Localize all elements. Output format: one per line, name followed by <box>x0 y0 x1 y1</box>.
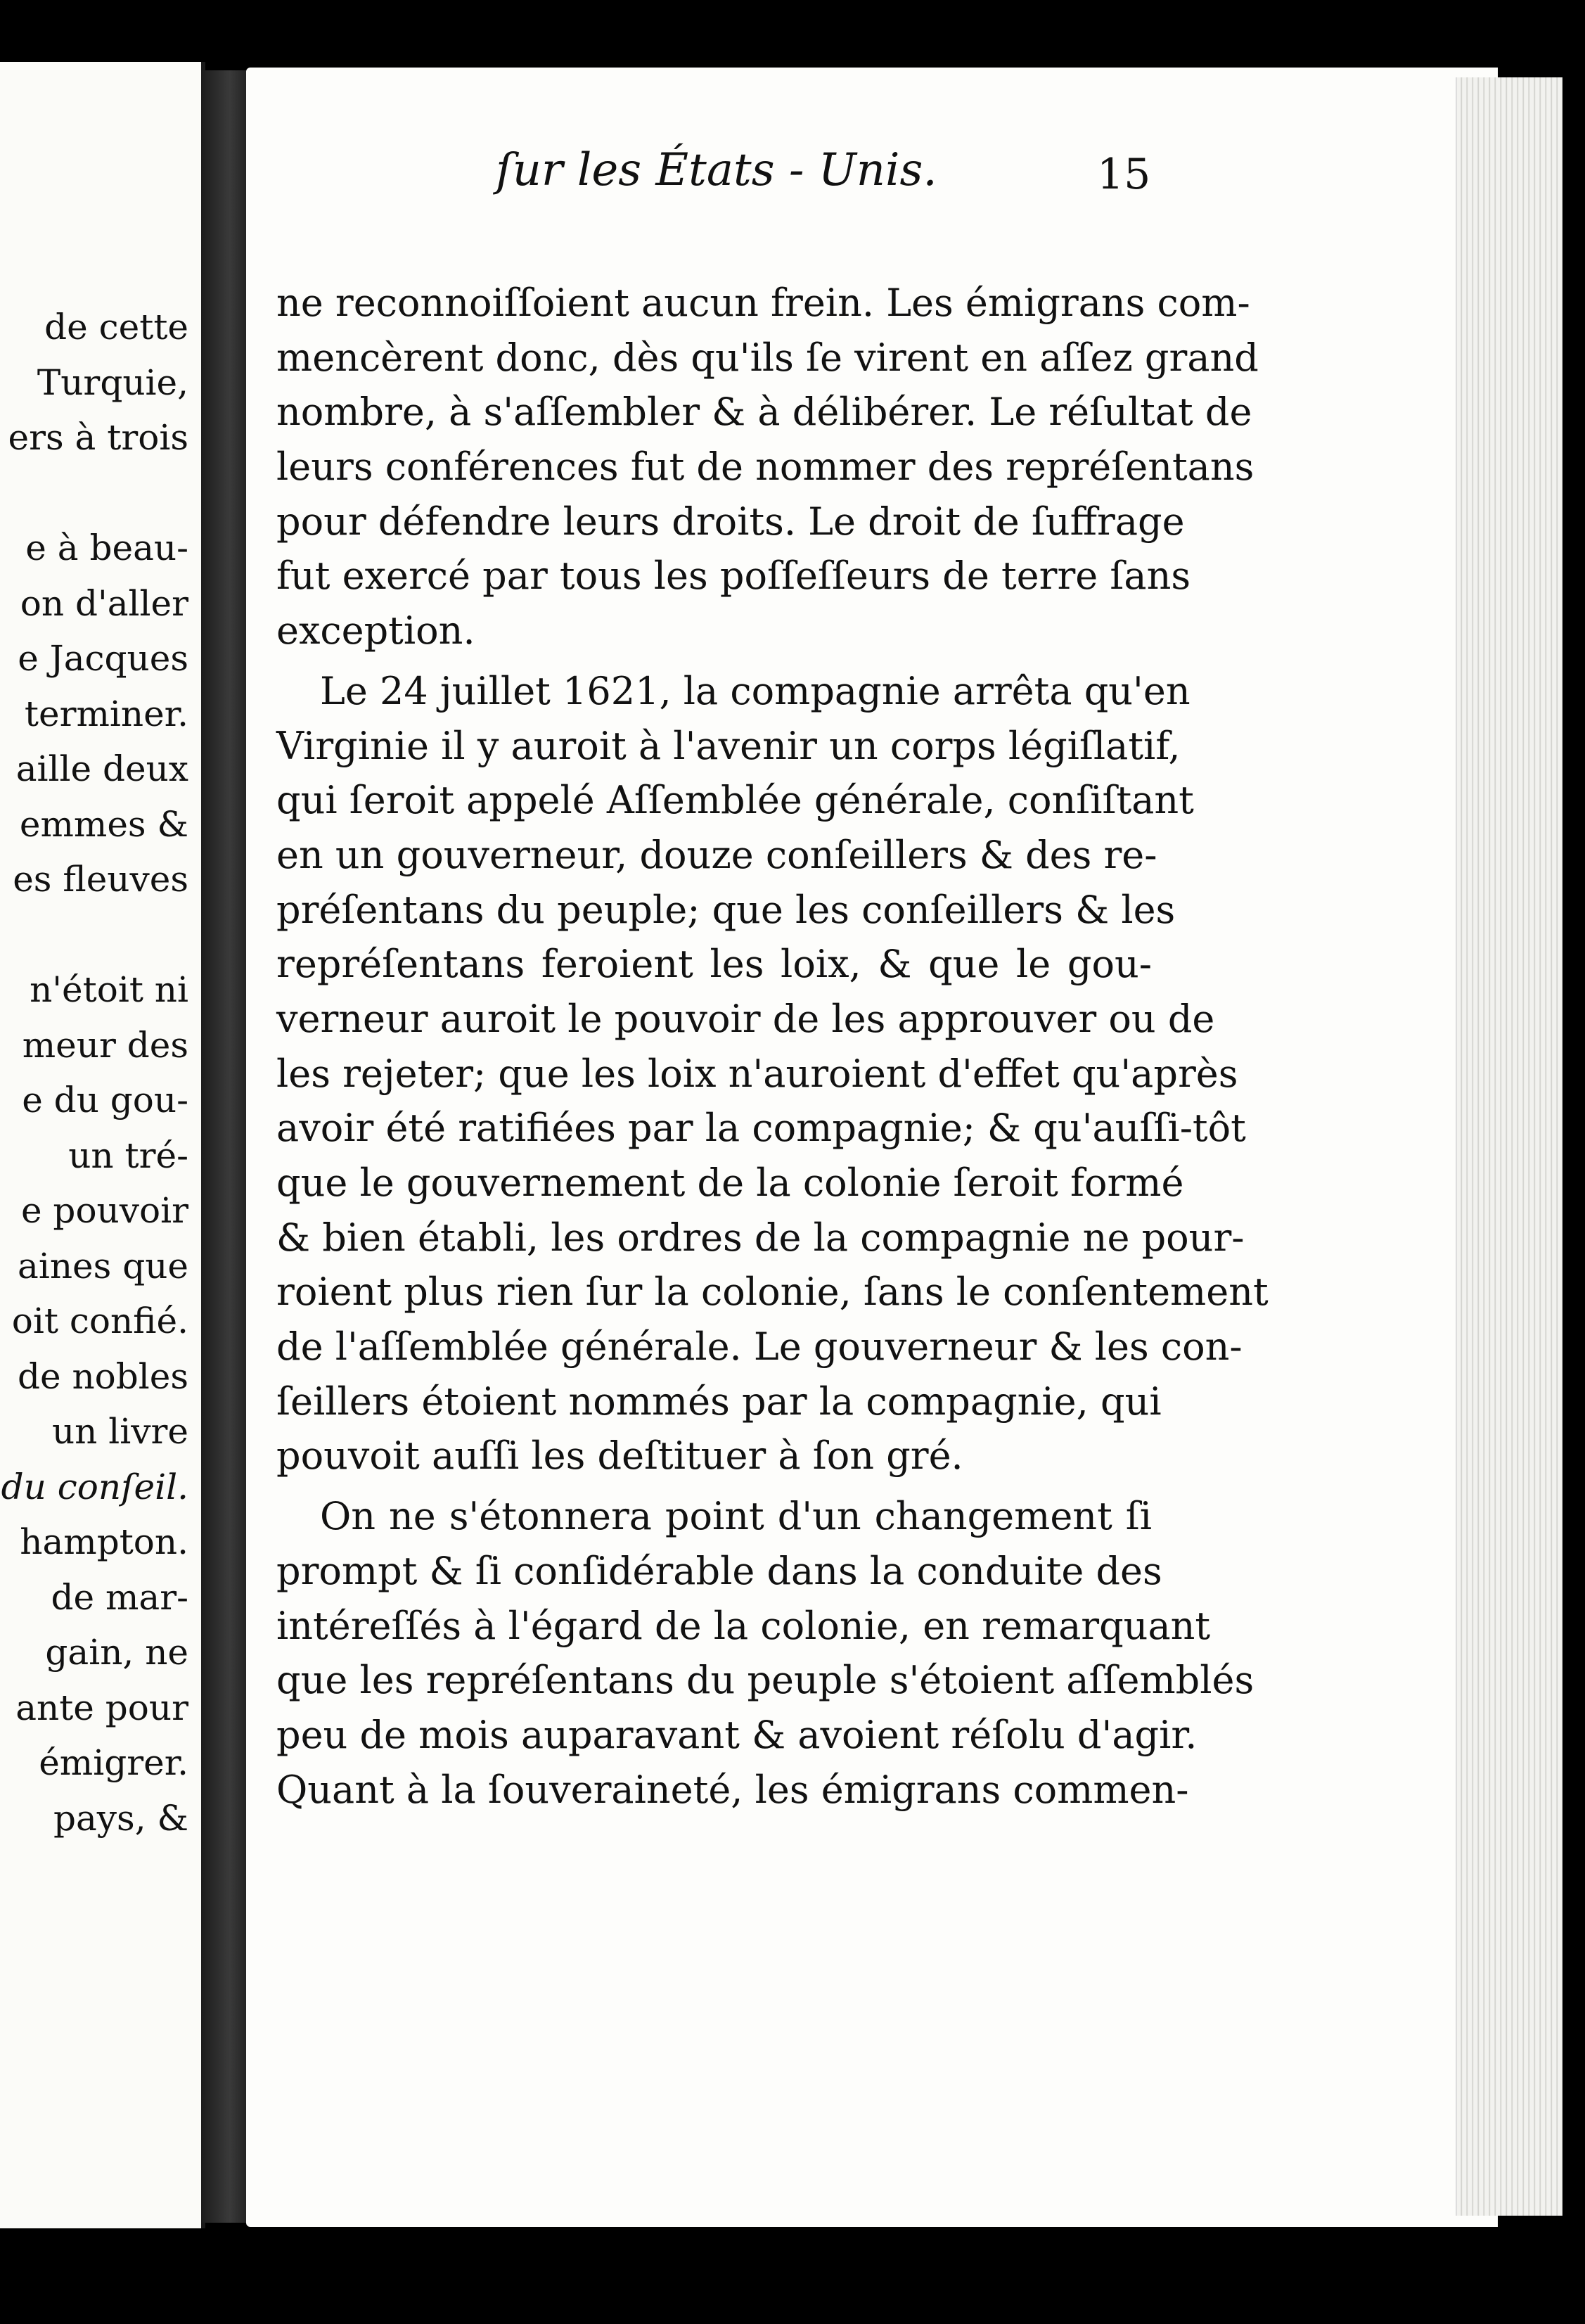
facing-line: e Jacques <box>18 638 188 679</box>
paragraph-gap <box>276 658 1152 664</box>
facing-line: terminer. <box>24 693 188 734</box>
text-line: leurs conférences fut de nommer des repréſentans <box>276 445 1254 490</box>
facing-line: un tré- <box>68 1135 188 1176</box>
text-line: Le 24 juillet 1621, la compagnie arrêta qu'en <box>320 668 1191 713</box>
facing-page-text <box>0 300 188 1846</box>
facing-line: de cette <box>44 307 188 347</box>
facing-line: de mar- <box>51 1576 188 1618</box>
text-line: ne reconnoiſſoient aucun frein. Les émigrans com- <box>276 281 1250 325</box>
text-line: pouvoit auſſi les deſtituer à ſon gré. <box>276 1434 963 1479</box>
facing-line: emmes & <box>19 803 188 845</box>
facing-line: meur des <box>22 1024 188 1066</box>
text-line: préſentans du peuple; que les conſeillers & les <box>276 887 1176 932</box>
facing-line: n'étoit ni <box>30 969 188 1010</box>
facing-line: Turquie, <box>37 362 188 403</box>
facing-line: oit confié. <box>11 1301 188 1341</box>
facing-line: on d'aller <box>20 582 188 624</box>
text-line: en un gouverneur, douze conſeillers & des re- <box>276 832 1157 877</box>
text-line: Virginie il y auroit à l'avenir un corps légiſlatif, <box>276 723 1181 768</box>
text-line: prompt & ſi conſidérable dans la conduite des <box>276 1548 1162 1593</box>
body-text <box>276 276 1269 1817</box>
text-line: avoir été ratifiées par la compagnie; & qu'auſſi-tôt <box>276 1106 1246 1151</box>
book-gutter <box>201 70 253 2223</box>
facing-line: e pouvoir <box>20 1190 188 1231</box>
facing-line: ante pour <box>15 1687 188 1728</box>
facing-page-left <box>0 62 205 2228</box>
text-line: intéreſſés à l'égard de la colonie, en remarquant <box>276 1603 1211 1648</box>
text-line: exception. <box>276 608 475 653</box>
facing-line: aille deux <box>15 748 188 789</box>
text-line: les rejeter; que les loix n'auroient d'effet qu'après <box>276 1051 1238 1096</box>
facing-line: aines que <box>18 1245 188 1286</box>
facing-line: émigrer. <box>39 1742 188 1783</box>
facing-line: e du gou- <box>22 1080 188 1120</box>
text-line: repréſentans feroient les loix, & que le gou- <box>276 942 1152 987</box>
facing-line: pays, & <box>53 1797 188 1839</box>
text-line: pour défendre leurs droits. Le droit de ſuffrage <box>276 499 1185 544</box>
text-line: ſeillers étoient nommés par la compagnie, qui <box>276 1379 1162 1424</box>
text-line: On ne s'étonnera point d'un changement ſi <box>320 1494 1152 1539</box>
facing-line: gain, ne <box>45 1632 188 1673</box>
text-line: fut exercé par tous les poſſeſſeurs de terre ſans <box>276 554 1191 599</box>
text-line: verneur auroit le pouvoir de les approuver ou de <box>276 996 1215 1041</box>
page-fore-edge <box>1456 77 1562 2216</box>
facing-line: un livre <box>51 1411 188 1452</box>
facing-blank-line <box>0 466 188 521</box>
text-line: & bien établi, les ordres de la compagnie ne pour- <box>276 1215 1245 1260</box>
running-title: ſur les États - Unis. <box>496 144 937 196</box>
text-line: roient plus rien ſur la colonie, ſans le conſentement <box>276 1270 1269 1315</box>
facing-blank-line <box>0 907 188 963</box>
text-line: que le gouvernement de la colonie ſeroit formé <box>276 1161 1184 1205</box>
facing-line: hampton. <box>20 1521 188 1562</box>
facing-line: du conſeil. <box>1 1466 188 1507</box>
text-line: mencèrent donc, dès qu'ils ſe virent en aſſez grand <box>276 335 1259 380</box>
paragraph-gap <box>276 1483 1152 1489</box>
facing-line: ers à trois <box>8 417 188 458</box>
facing-line: es fleuves <box>13 859 188 900</box>
text-line: peu de mois auparavant & avoient réſolu d'agir. <box>276 1712 1198 1757</box>
text-line: que les repréſentans du peuple s'étoient aſſemblés <box>276 1658 1254 1703</box>
facing-line: de nobles <box>17 1355 188 1397</box>
text-line: qui ſeroit appelé Aſſemblée générale, conſiſtant <box>276 778 1194 823</box>
text-line: nombre, à s'aſſembler & à délibérer. Le réſultat de <box>276 390 1252 435</box>
text-line: Quant à la ſouveraineté, les émigrans commen- <box>276 1767 1189 1812</box>
page-number: 15 <box>1097 150 1151 199</box>
text-line: de l'aſſemblée générale. Le gouverneur & les con- <box>276 1324 1243 1370</box>
facing-line: e à beau- <box>25 528 188 568</box>
